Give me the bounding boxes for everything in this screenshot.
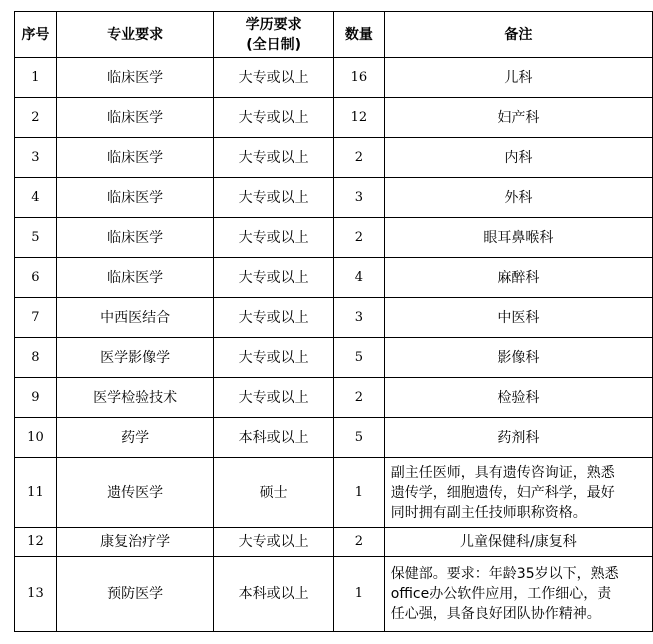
header-count: 数量 xyxy=(333,12,384,58)
cell-note-line: 儿童保健科/康复科 xyxy=(460,534,577,550)
cell-note xyxy=(384,58,652,98)
cell-education: 本科或以上 xyxy=(214,418,334,458)
cell-note-line: 副主任医师，具有遗传咨询证，熟悉 xyxy=(390,464,615,481)
table-row xyxy=(15,338,653,378)
cell-major: 临床医学 xyxy=(56,138,213,178)
table-row xyxy=(15,298,653,338)
header-major: 专业要求 xyxy=(56,12,213,58)
table-row xyxy=(15,557,653,632)
cell-note xyxy=(384,178,652,218)
cell-education: 大专或以上 xyxy=(214,298,334,338)
table-wrapper xyxy=(14,11,653,632)
cell-major: 临床医学 xyxy=(56,258,213,298)
cell-count: 2 xyxy=(333,138,384,178)
cell-major: 医学检验技术 xyxy=(56,378,213,418)
recruitment-table xyxy=(14,11,653,632)
cell-education: 大专或以上 xyxy=(214,258,334,298)
cell-count: 12 xyxy=(333,98,384,138)
header-note: 备注 xyxy=(384,12,652,58)
cell-count: 5 xyxy=(333,338,384,378)
cell-count: 16 xyxy=(333,58,384,98)
cell-education: 大专或以上 xyxy=(214,178,334,218)
cell-note-line: 眼耳鼻喉科 xyxy=(483,229,554,246)
header-seq: 序号 xyxy=(15,12,57,58)
cell-note xyxy=(384,378,652,418)
cell-education: 本科或以上 xyxy=(214,557,334,632)
table-row xyxy=(15,138,653,178)
cell-note xyxy=(384,418,652,458)
cell-major: 医学影像学 xyxy=(56,338,213,378)
cell-education: 硕士 xyxy=(214,458,334,528)
cell-seq: 6 xyxy=(15,258,57,298)
cell-note-line: 麻醉科 xyxy=(497,269,540,286)
cell-count: 2 xyxy=(333,378,384,418)
cell-seq: 13 xyxy=(15,557,57,632)
cell-note-line: office办公软件应用，工作细心，责 xyxy=(390,586,612,602)
cell-note-line: 妇产科 xyxy=(497,109,540,126)
cell-education: 大专或以上 xyxy=(214,138,334,178)
cell-note-line: 影像科 xyxy=(497,349,540,366)
cell-count: 2 xyxy=(333,528,384,557)
cell-major: 康复治疗学 xyxy=(56,528,213,557)
cell-seq: 1 xyxy=(15,58,57,98)
cell-seq: 11 xyxy=(15,458,57,528)
cell-seq: 4 xyxy=(15,178,57,218)
table-row xyxy=(15,218,653,258)
cell-note-line: 保健部。要求：年龄35岁以下，熟悉 xyxy=(390,566,619,582)
header-education-line1: 学历要求 xyxy=(245,16,302,33)
cell-note xyxy=(384,458,652,528)
cell-count: 5 xyxy=(333,418,384,458)
cell-seq: 3 xyxy=(15,138,57,178)
cell-count: 1 xyxy=(333,458,384,528)
cell-seq: 5 xyxy=(15,218,57,258)
table-row xyxy=(15,258,653,298)
cell-education: 大专或以上 xyxy=(214,528,334,557)
table-body xyxy=(15,58,653,632)
cell-note xyxy=(384,298,652,338)
cell-count: 2 xyxy=(333,218,384,258)
cell-note-line: 内科 xyxy=(504,149,533,166)
cell-education: 大专或以上 xyxy=(214,98,334,138)
cell-note-line: 遗传学，细胞遗传，妇产科学，最好 xyxy=(390,484,615,501)
header-education-line2: (全日制) xyxy=(246,36,302,53)
cell-note-line: 中医科 xyxy=(497,309,540,326)
cell-major: 中西医结合 xyxy=(56,298,213,338)
cell-education: 大专或以上 xyxy=(214,378,334,418)
cell-note xyxy=(384,258,652,298)
cell-note xyxy=(384,138,652,178)
table-row xyxy=(15,458,653,528)
cell-count: 1 xyxy=(333,557,384,632)
cell-note-line: 检验科 xyxy=(497,389,540,406)
cell-note xyxy=(384,218,652,258)
cell-note xyxy=(384,98,652,138)
table-row xyxy=(15,98,653,138)
cell-seq: 9 xyxy=(15,378,57,418)
cell-note xyxy=(384,557,652,632)
cell-major: 药学 xyxy=(56,418,213,458)
header-row xyxy=(15,12,653,58)
cell-major: 预防医学 xyxy=(56,557,213,632)
table-row xyxy=(15,58,653,98)
cell-note-line: 外科 xyxy=(504,189,533,206)
header-education xyxy=(214,12,334,58)
cell-education: 大专或以上 xyxy=(214,218,334,258)
cell-seq: 10 xyxy=(15,418,57,458)
cell-major: 遗传医学 xyxy=(56,458,213,528)
table-row xyxy=(15,418,653,458)
cell-note xyxy=(384,528,652,557)
cell-note-line: 药剂科 xyxy=(497,429,540,446)
cell-major: 临床医学 xyxy=(56,58,213,98)
cell-education: 大专或以上 xyxy=(214,338,334,378)
cell-seq: 12 xyxy=(15,528,57,557)
cell-seq: 2 xyxy=(15,98,57,138)
cell-education: 大专或以上 xyxy=(214,58,334,98)
cell-count: 3 xyxy=(333,178,384,218)
table-row xyxy=(15,378,653,418)
cell-seq: 7 xyxy=(15,298,57,338)
cell-count: 4 xyxy=(333,258,384,298)
cell-note-line: 儿科 xyxy=(504,69,533,86)
cell-note-line: 任心强，具备良好团队协作精神。 xyxy=(390,606,601,622)
cell-note-line: 同时拥有副主任技师职称资格。 xyxy=(390,504,587,521)
cell-major: 临床医学 xyxy=(56,178,213,218)
cell-note xyxy=(384,338,652,378)
cell-major: 临床医学 xyxy=(56,98,213,138)
cell-seq: 8 xyxy=(15,338,57,378)
cell-major: 临床医学 xyxy=(56,218,213,258)
table-row xyxy=(15,528,653,557)
table-row xyxy=(15,178,653,218)
cell-count: 3 xyxy=(333,298,384,338)
